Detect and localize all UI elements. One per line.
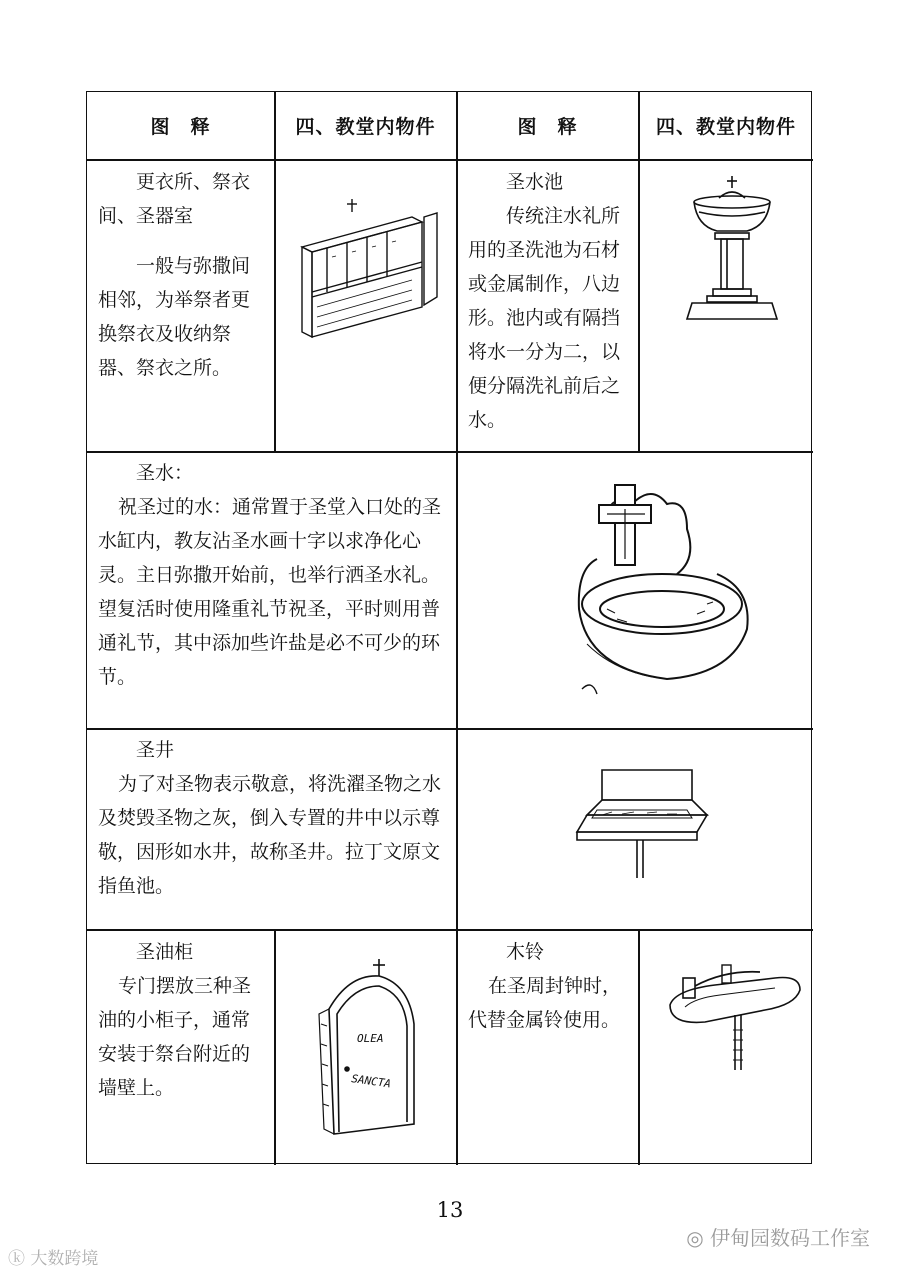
header-caption-2: 图 释 [517,116,578,138]
header-caption-1: 图 释 [150,116,211,138]
vestry-text [98,165,266,385]
clapper-desc: 在圣周封钟时，代替金属铃使用。 [468,975,622,1031]
holywater-desc1: 祝圣过的水：通常置于圣堂入口处的圣水缸内，教友沾圣水画十字以求净化心灵。主日弥撒开始前，也举行洒圣水礼。 [98,496,442,586]
col-divider [638,929,640,1165]
vestry-cabinet-illustration [292,177,442,347]
sacrarium-title: 圣井 [136,739,175,761]
vestry-desc: 一般与弥撒间相邻，为举祭者更换祭衣及收纳祭器、祭衣之所。 [98,255,251,379]
watermark [686,1222,870,1251]
header-items-1: 四、教堂内物件 [295,116,436,138]
row-divider [87,159,813,161]
col-divider [274,929,276,1165]
font-desc: 传统注水礼所用的圣洗池为石材或金属制作，八边形。池内或有隔挡将水一分为二，以便分隔洗礼前后之水。 [468,205,621,431]
watermark-text: 伊甸园数码工作室 [710,1226,870,1250]
holywater-text [98,456,450,694]
ambry-title: 圣油柜 [136,941,194,963]
ambry-desc: 专门摆放三种圣油的小柜子，通常安装于祭台附近的墙壁上。 [98,975,252,1099]
watermark-2-text: 大数跨境 [30,1249,99,1269]
holy-water-stoup-illustration [557,479,757,699]
ambry-text [98,935,266,1105]
font-text [468,165,631,437]
font-title: 圣水池 [506,171,564,193]
row-divider [87,728,813,730]
holywater-title: 圣水： [136,462,194,484]
baptismal-font-illustration [677,176,787,336]
clapper-text [468,935,631,1037]
logo-icon: ⓚ [8,1249,31,1269]
holywater-desc2: 望复活时使用隆重礼节祝圣，平时则用普通礼节，其中添加些许盐是必不可少的环节。 [98,598,441,688]
watermark-2 [8,1244,98,1269]
page-number: 13 [436,1198,464,1222]
row-divider [87,929,813,931]
row-divider [87,451,813,453]
wooden-clapper-illustration [665,960,805,1080]
items-table [86,91,812,1164]
ambry-label-2: SANCTA [350,1072,392,1091]
col-divider [456,92,458,1165]
ambry-label-1: OLEA [357,1032,384,1045]
sacrarium-well-illustration [567,760,717,890]
header-items-2: 四、教堂内物件 [655,116,796,138]
holy-oil-ambry-illustration [309,954,429,1144]
sacrarium-desc: 为了对圣物表示敬意，将洗濯圣物之水及焚毁圣物之灰，倒入专置的井中以示尊敬，因形如水井，故称圣井。拉丁文原文指鱼池。 [98,773,442,897]
wechat-icon: ◎ [686,1226,710,1250]
clapper-title: 木铃 [506,941,545,963]
sacrarium-text [98,733,450,903]
vestry-title: 更衣所、祭衣间、圣器室 [98,171,251,227]
